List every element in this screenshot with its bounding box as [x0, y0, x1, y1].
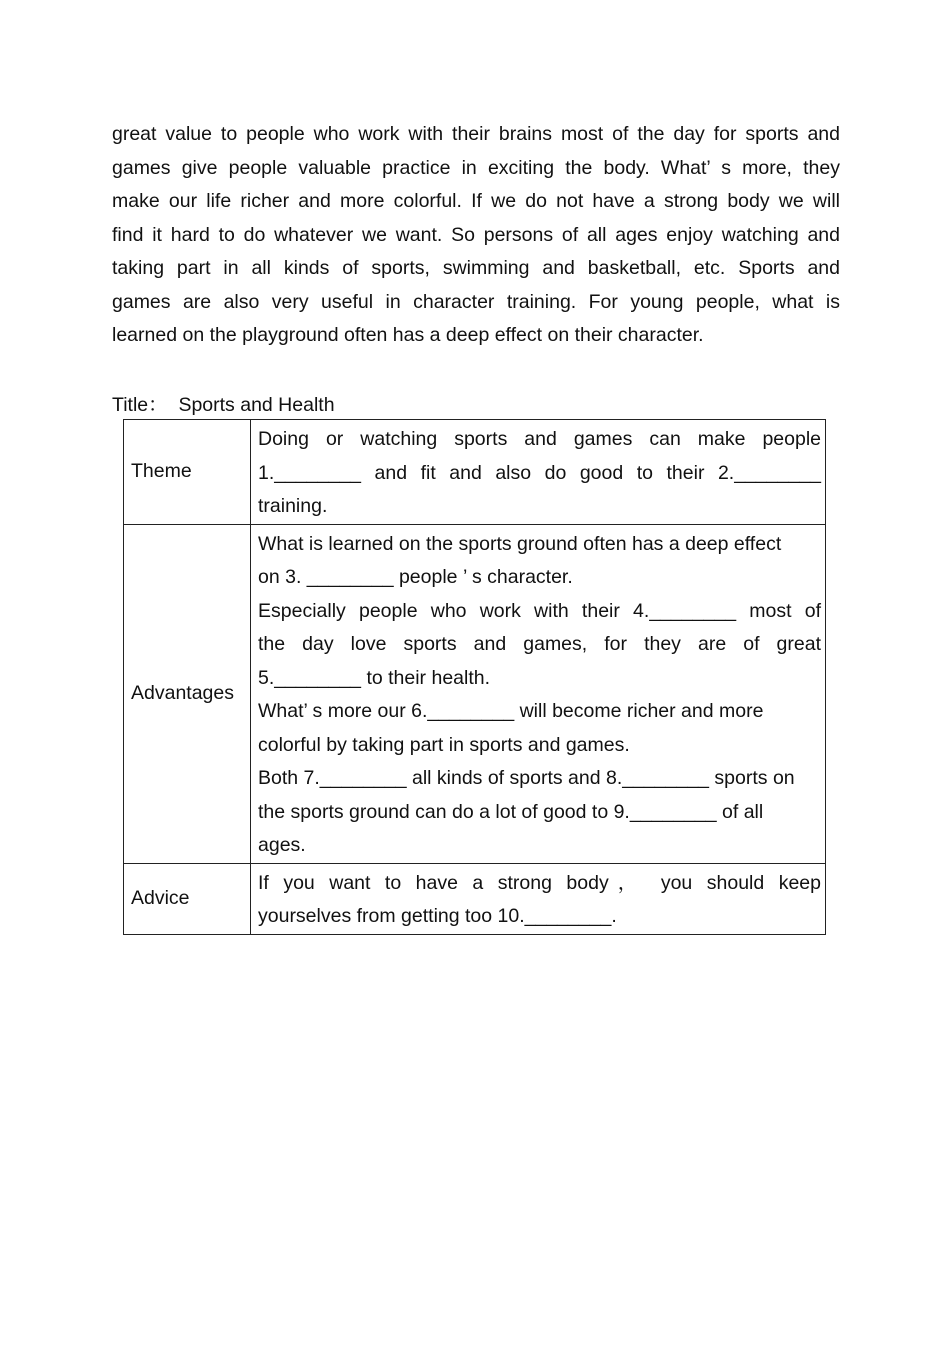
content-line: Doing or watching sports and games can make people [258, 428, 821, 450]
content-line: If you want to have a strong body， you should keep [258, 871, 821, 894]
content-line: What is learned on the sports ground often has a deep effect [258, 532, 782, 555]
passage-line: games are also very useful in character training. For young people, what is [112, 290, 840, 313]
row-label-advantages: Advantages [124, 524, 251, 863]
content-line: 5.________ to their health. [258, 666, 491, 689]
row-content-advantages [251, 524, 826, 863]
content-line: Both 7.________ all kinds of sports and 8.________ sports on [258, 767, 795, 789]
row-content-theme [251, 420, 826, 525]
content-line: Especially people who work with their 4.________ most of [258, 599, 821, 622]
content-line: the sports ground can do a lot of good to 9.________ of all [258, 800, 764, 823]
passage-line: great value to people who work with their brains most of the day for sports and [112, 123, 840, 145]
table-row-advice [124, 863, 826, 934]
passage-line: games give people valuable practice in exciting the body. What’ s more, they [112, 156, 840, 179]
row-label-theme: Theme [124, 420, 251, 525]
row-content-advice [251, 863, 826, 934]
content-line: yourselves from getting too 10.________. [258, 905, 617, 927]
table-row-advantages [124, 524, 826, 863]
content-line: ages. [258, 834, 306, 856]
content-line: 1.________ and fit and also do good to their 2.________ [258, 461, 821, 484]
passage-line: find it hard to do whatever we want. So persons of all ages enjoy watching and [112, 223, 840, 246]
summary-title: Title： Sports and Health [112, 394, 335, 416]
passage-line: taking part in all kinds of sports, swimming and basketball, etc. Sports and [112, 257, 840, 279]
content-line: training. [258, 495, 328, 517]
table-row-theme [124, 420, 826, 525]
content-line: the day love sports and games, for they are of great [258, 633, 821, 655]
row-label-advice: Advice [124, 863, 251, 934]
content-line: colorful by taking part in sports and games. [258, 733, 630, 756]
content-line: What’ s more our 6.________ will become richer and more [258, 700, 764, 722]
passage-line: learned on the playground often has a deep effect on their character. [112, 324, 704, 346]
content-line: on 3. ________ people ’ s character. [258, 566, 573, 588]
reading-passage [112, 118, 840, 353]
passage-line: make our life richer and more colorful. If we do not have a strong body we will [112, 190, 840, 212]
summary-table [123, 419, 826, 935]
